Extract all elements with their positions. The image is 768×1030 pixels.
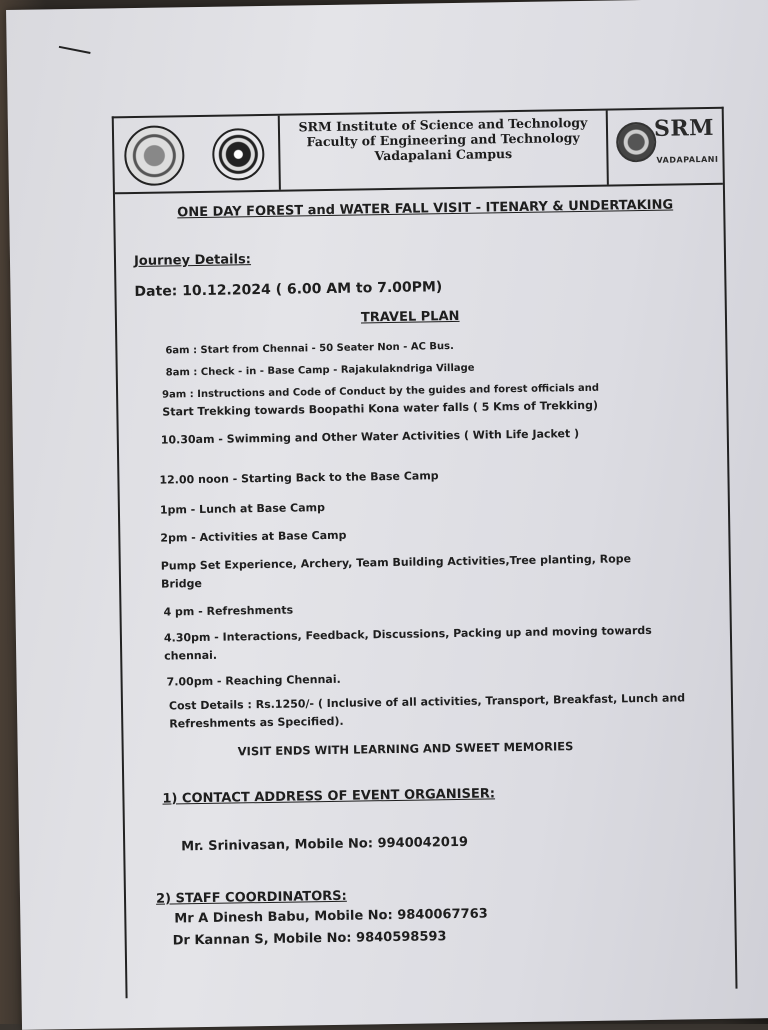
itinerary-item: Cost Details : Rs.1250/- ( Inclusive of all activities, Transport, Breakfast, Lunch and xyxy=(168,691,686,713)
itinerary-item: Start Trekking towards Boopathi Kona water falls ( 5 Kms of Trekking) xyxy=(162,398,599,419)
itinerary-item: Refreshments as Specified). xyxy=(169,714,344,731)
itinerary-item: 4 pm - Refreshments xyxy=(163,603,294,619)
institution-name xyxy=(280,115,607,165)
itinerary-item: 2pm - Activities at Base Camp xyxy=(160,528,347,545)
srm-logo-subtext: VADAPALANI xyxy=(656,154,719,165)
itinerary-item: 7.00pm - Reaching Chennai. xyxy=(166,672,341,689)
itinerary-item: 1pm - Lunch at Base Camp xyxy=(159,501,326,517)
pen-mark xyxy=(59,46,91,54)
universal-human-values-seal-icon xyxy=(124,125,185,186)
letterhead-logos xyxy=(114,116,281,193)
staff-heading: 2) STAFF COORDINATORS: xyxy=(155,888,347,907)
document-page xyxy=(6,0,768,1030)
journey-heading: Journey Details: xyxy=(133,252,252,270)
itinerary-item: 8am : Check - in - Base Camp - Rajakulakndriga Village xyxy=(165,362,475,379)
travel-plan-heading: TRAVEL PLAN xyxy=(360,308,460,326)
itinerary-item: Bridge xyxy=(160,576,202,591)
staff-member: Dr Kannan S, Mobile No: 9840598593 xyxy=(172,929,447,949)
contact-person: Mr. Srinivasan, Mobile No: 9940042019 xyxy=(181,834,469,855)
letterhead xyxy=(114,109,723,195)
document-frame xyxy=(112,107,738,999)
itinerary-item: 10.30am - Swimming and Other Water Activities ( With Life Jacket ) xyxy=(160,427,580,447)
staff-member: Mr A Dinesh Babu, Mobile No: 9840067763 xyxy=(174,906,488,927)
itinerary-item: 4.30pm - Interactions, Feedback, Discussions, Packing up and moving towards xyxy=(163,623,652,645)
srm-logo-block xyxy=(606,109,723,185)
nss-wheel-seal-icon xyxy=(212,128,265,181)
itinerary-item: 9am : Instructions and Code of Conduct by the guides and forest officials and xyxy=(162,382,600,401)
date-line: Date: 10.12.2024 ( 6.00 AM to 7.00PM) xyxy=(134,279,443,301)
itinerary-item: Pump Set Experience, Archery, Team Building Activities,Tree planting, Rope xyxy=(160,552,632,573)
itinerary-item: chennai. xyxy=(164,648,218,663)
srm-logo-text: SRM xyxy=(653,114,715,142)
institution-line-2: Faculty of Engineering and Technology xyxy=(306,129,580,150)
itinerary-item: 12.00 noon - Starting Back to the Base Camp xyxy=(159,469,439,487)
itinerary-item: 6am : Start from Chennai - 50 Seater Non - AC Bus. xyxy=(165,340,454,357)
closing-line: VISIT ENDS WITH LEARNING AND SWEET MEMORIES xyxy=(237,739,574,759)
institution-line-1: SRM Institute of Science and Technology xyxy=(298,114,588,135)
document-title: ONE DAY FOREST and WATER FALL VISIT - ITENARY & UNDERTAKING xyxy=(177,197,674,221)
contact-heading: 1) CONTACT ADDRESS OF EVENT ORGANISER: xyxy=(162,786,496,807)
institution-line-3: Vadapalani Campus xyxy=(374,146,513,164)
srm-emblem-icon xyxy=(616,122,657,163)
